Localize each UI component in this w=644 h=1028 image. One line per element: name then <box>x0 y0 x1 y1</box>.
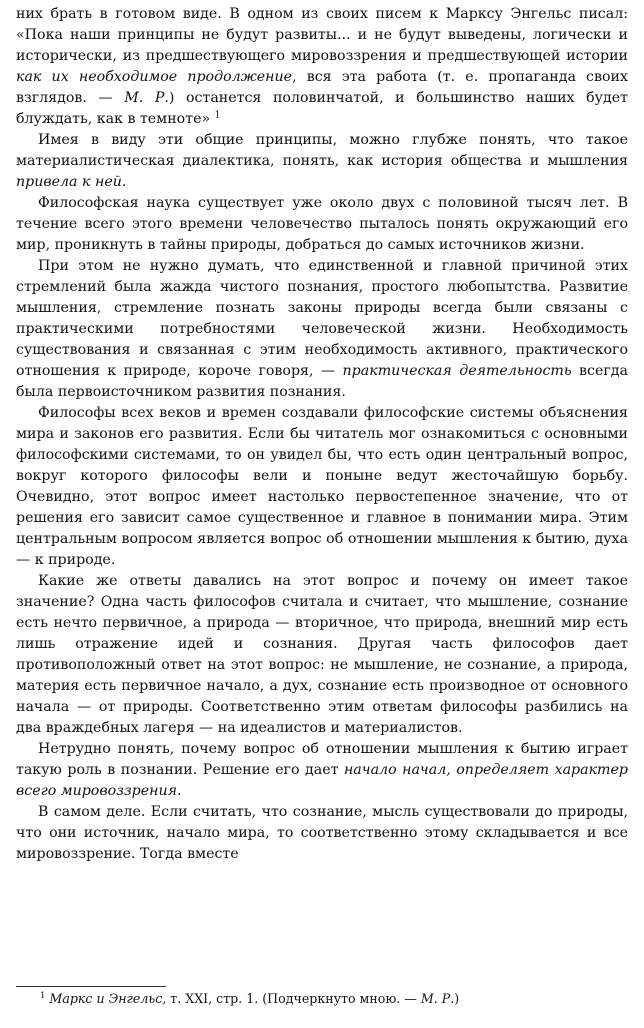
text-segment: Философская наука существует уже около двух с половиной тысяч лет. В течение всего этого времени человечество пыталось понять окружающий его мир, проникнуть в тайны природы, добраться до самых источников жизни. <box>16 195 628 253</box>
footnote-initials: М. Р. <box>420 991 455 1006</box>
text-segment: них брать в готовом виде. В одном из своих писем к Марксу Энгельс писал: «Пока наши принципы не будут развиты... и не будут выведены, логически и исторически, из предшествующего мировоззрения и предшествующей истории <box>16 6 628 64</box>
emphasis-text: начало начал, определяет характер всего мировоззрения. <box>16 762 628 799</box>
paragraph <box>16 4 628 130</box>
text-segment: , вся эта работа (т. е. пропаганда своих взглядов. — <box>16 69 628 106</box>
paragraph <box>16 802 628 865</box>
text-segment: Имея в виду эти общие принципы, можно глубже понять, что такое материалистическая диалектика, понять, как история общества и мышления <box>16 132 628 169</box>
emphasis-text: привела к ней. <box>16 174 127 190</box>
emphasis-text: практическая деятельность <box>342 363 572 379</box>
emphasis-text: как их необходимое продолжение <box>16 69 293 85</box>
text-segment: В самом деле. Если считать, что сознание, мысль существовали до природы, что они источник, начало мира, то соответственно этому складывается и все мировоззрение. Тогда вместе <box>16 804 628 862</box>
paragraph <box>16 193 628 256</box>
paragraph <box>16 739 628 802</box>
paragraph <box>16 130 628 193</box>
text-segment: Какие же ответы давались на этот вопрос и почему он имеет такое значение? Одна часть философов считала и считает, что мышление, сознание есть нечто первичное, а природа — вторичное, что природа, внешний мир есть лишь отражение идей и сознания. Другая часть философов дает противоположный ответ на этот вопрос: не мышление, не сознание, а природа, материя есть первичное начало, а дух, сознание есть производное от основного начала — от природы. Соответственно этим ответам философы разбились на два враждебных лагеря — на идеалистов и материалистов. <box>16 573 628 736</box>
paragraph <box>16 256 628 403</box>
footnote-divider <box>16 986 166 987</box>
text-segment: При этом не нужно думать, что единственной и главной причиной этих стремлений была жажда чистого познания, простого любопытства. Развитие мышления, стремление познать законы природы всегда были связаны с практическими потребностями человеческой жизни. Необходимость существования и связанная с этим необходимость активного, практического отношения к природе, короче говоря, — <box>16 258 628 379</box>
footnote-author: Маркс и Энгельс, <box>49 991 167 1006</box>
footnote-reference: 1 <box>214 110 221 121</box>
footnote <box>40 990 628 1008</box>
text-segment: ) останется половинчатой, и большинство наших будет блуждать, как в темноте» <box>16 90 628 127</box>
paragraph <box>16 403 628 571</box>
text-segment: всегда была первоисточником развития познания. <box>16 363 628 400</box>
text-segment: Нетрудно понять, почему вопрос об отношении мышления к бытию играет такую роль в познании. Решение его дает <box>16 741 628 778</box>
footnote-number: 1 <box>40 990 46 1001</box>
text-segment: Философы всех веков и времен создавали философские системы объяснения мира и законов его развития. Если бы читатель мог ознакомиться с основными философскими системами, то он увидел бы, что есть один центральный вопрос, вокруг которого философы вели и поныне ведут жесточайшую борьбу. Очевидно, этот вопрос имеет настолько первостепенное значение, что от решения его зависит самое существенное и главное в понимании мира. Этим центральным вопросом является вопрос об отношении мышления к бытию, духа — к природе. <box>16 405 628 568</box>
footnote-close: ) <box>454 991 460 1006</box>
page-body <box>16 4 628 865</box>
paragraph <box>16 571 628 739</box>
emphasis-text: М. Р. <box>124 90 169 106</box>
footnote-text: т. XXI, стр. 1. (Подчеркнуто мною. — <box>166 991 421 1006</box>
